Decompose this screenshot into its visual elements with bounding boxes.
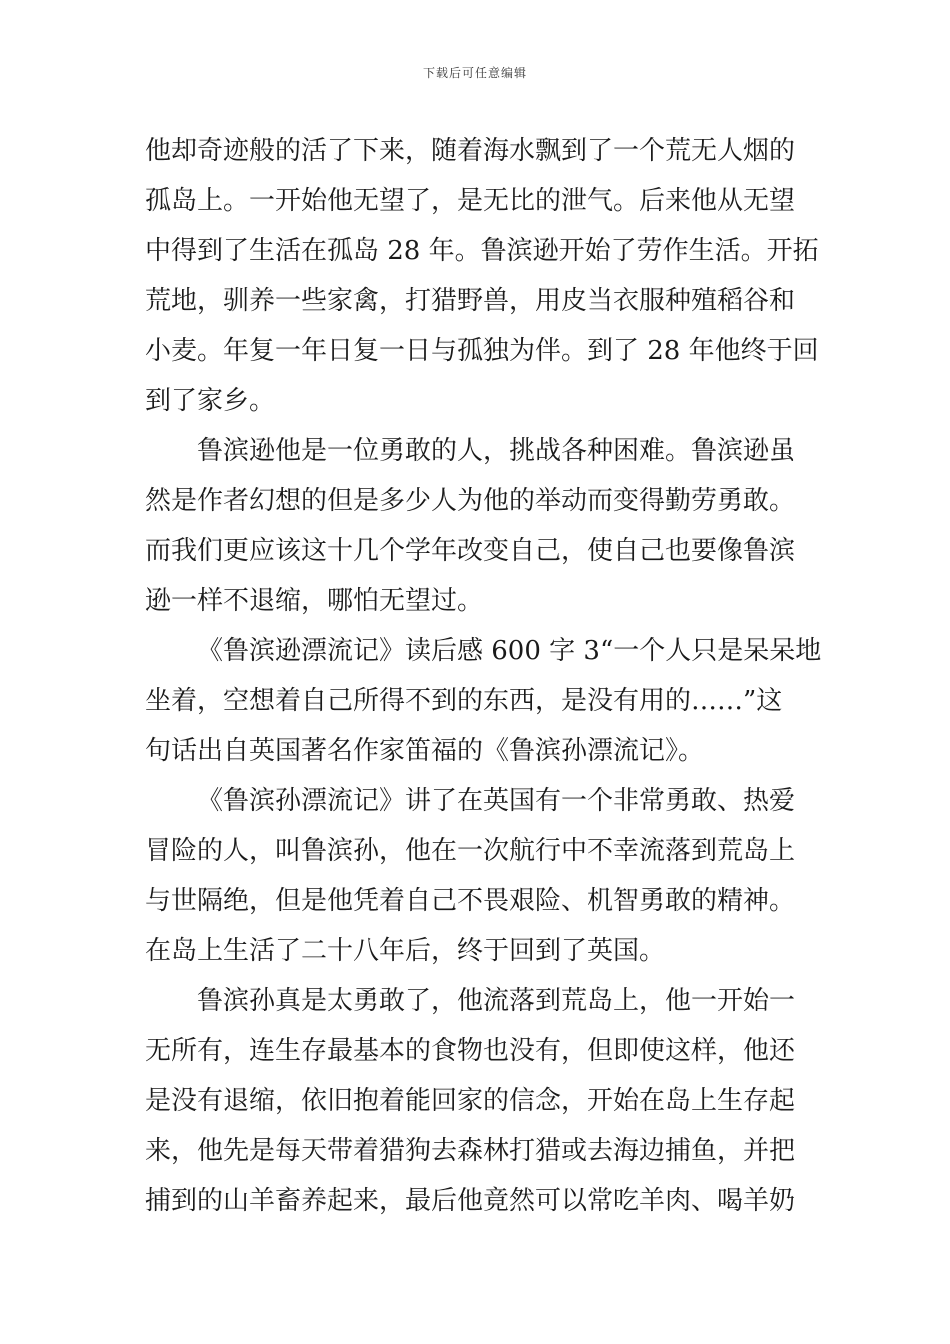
document-body bbox=[145, 126, 822, 1226]
text-line: 坐着，空想着自己所得不到的东西，是没有用的……”这 bbox=[145, 686, 783, 716]
paragraph bbox=[145, 976, 809, 1226]
text-line: 捕到的山羊畜养起来，最后他竟然可以常吃羊肉、喝羊奶 bbox=[145, 1186, 796, 1216]
paragraph bbox=[145, 626, 822, 776]
text-line: 来，他先是每天带着猎狗去森林打猎或去海边捕鱼，并把 bbox=[145, 1136, 796, 1166]
text-line: 无所有，连生存最基本的食物也没有，但即使这样，他还 bbox=[145, 1036, 796, 1066]
text-line: 在岛上生活了二十八年后，终于回到了英国。 bbox=[145, 936, 666, 966]
text-line: 到了家乡。 bbox=[145, 386, 276, 416]
text-line: 中得到了生活在孤岛 28 年。鲁滨逊开始了劳作生活。开拓 bbox=[145, 236, 819, 266]
text-line: 然是作者幻想的但是多少人为他的举动而变得勤劳勇敢。 bbox=[145, 486, 796, 516]
text-line: 孤岛上。一开始他无望了，是无比的泄气。后来他从无望 bbox=[145, 186, 796, 216]
page-header: 下载后可任意编辑 bbox=[422, 66, 527, 80]
text-line: 冒险的人，叫鲁滨孙，他在一次航行中不幸流落到荒岛上 bbox=[145, 836, 796, 866]
text-line: 《鲁滨孙漂流记》讲了在英国有一个非常勇敢、热爱 bbox=[197, 786, 796, 816]
text-line: 鲁滨逊他是一位勇敢的人，挑战各种困难。鲁滨逊虽 bbox=[197, 436, 796, 466]
text-line: 荒地，驯养一些家禽，打猎野兽，用皮当衣服种殖稻谷和 bbox=[145, 286, 796, 316]
text-line: 逊一样不退缩，哪怕无望过。 bbox=[145, 586, 484, 616]
paragraph bbox=[145, 126, 819, 426]
text-line: 而我们更应该这十几个学年改变自己，使自己也要像鲁滨 bbox=[145, 536, 796, 566]
text-line: 与世隔绝，但是他凭着自己不畏艰险、机智勇敢的精神。 bbox=[145, 886, 796, 916]
paragraph bbox=[145, 776, 809, 976]
text-line: 他却奇迹般的活了下来，随着海水飘到了一个荒无人烟的 bbox=[145, 136, 796, 166]
text-line: 小麦。年复一年日复一日与孤独为伴。到了 28 年他终于回 bbox=[145, 336, 819, 366]
text-line: 是没有退缩，依旧抱着能回家的信念，开始在岛上生存起 bbox=[145, 1086, 796, 1116]
text-line: 《鲁滨逊漂流记》读后感 600 字 3“一个人只是呆呆地 bbox=[197, 636, 822, 666]
text-line: 句话出自英国著名作家笛福的《鲁滨孙漂流记》。 bbox=[145, 736, 705, 766]
paragraph bbox=[145, 426, 809, 626]
text-line: 鲁滨孙真是太勇敢了，他流落到荒岛上，他一开始一 bbox=[197, 986, 796, 1016]
